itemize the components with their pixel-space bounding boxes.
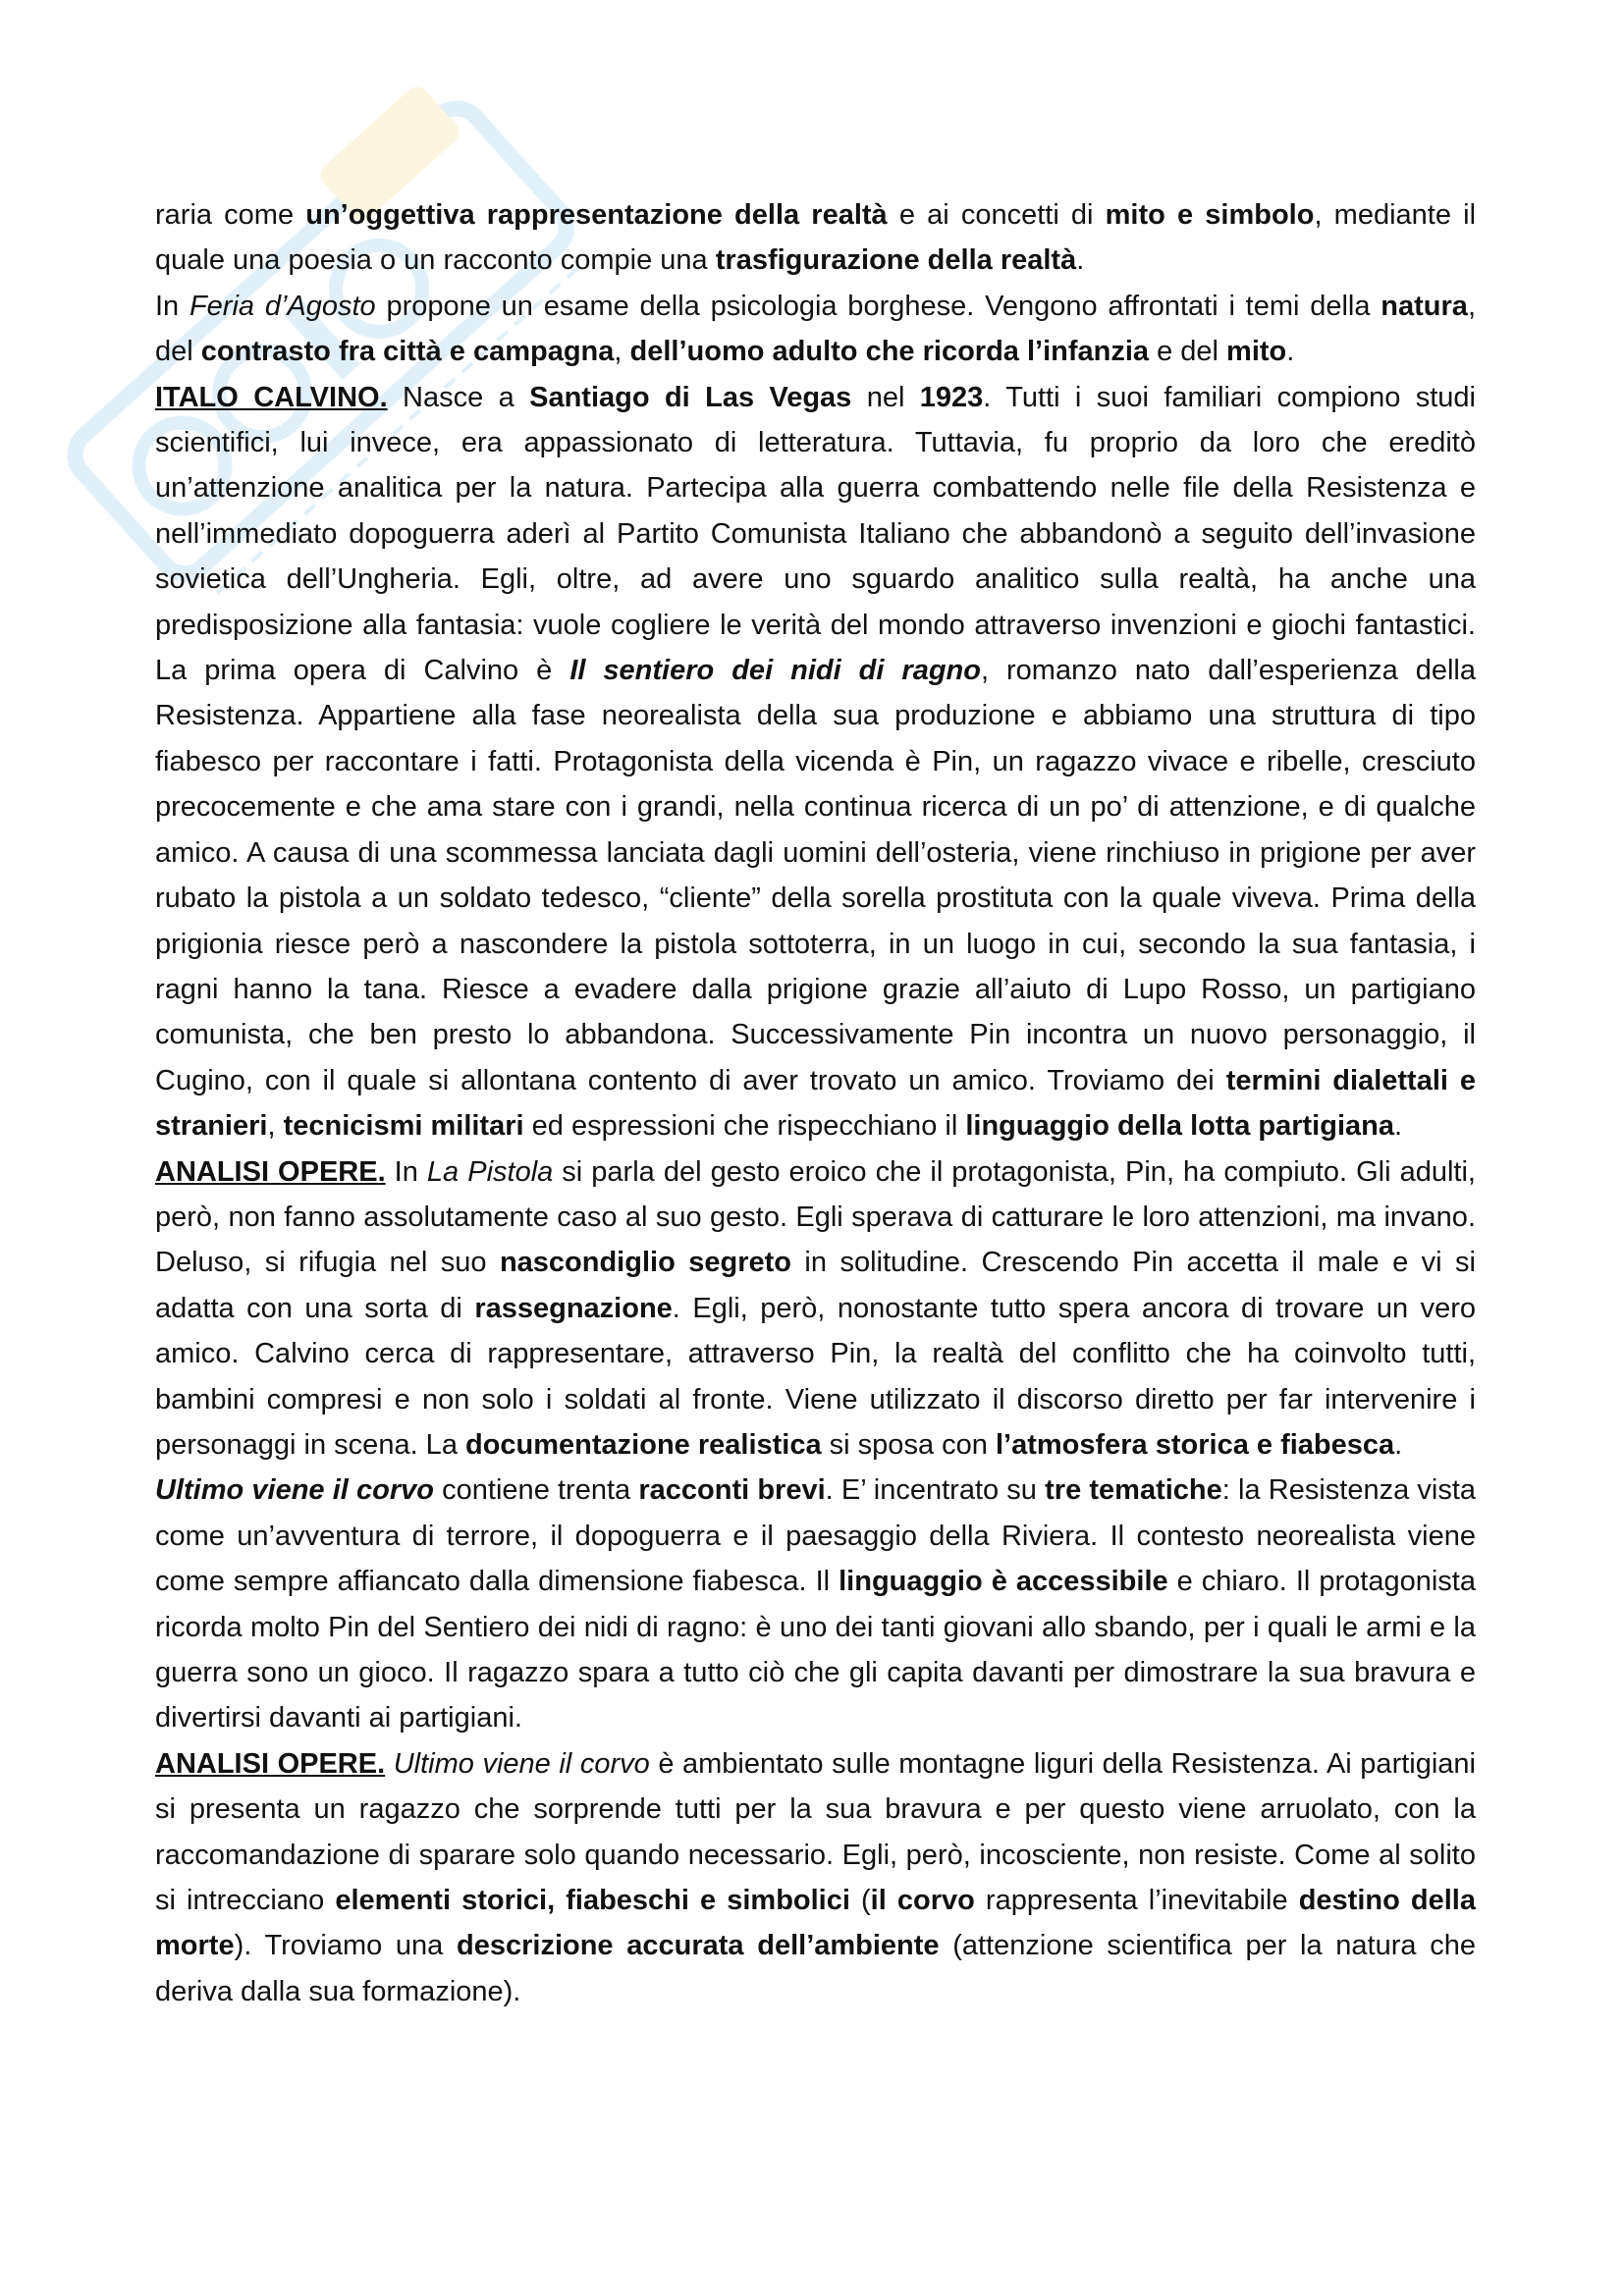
text-run: e del	[1149, 336, 1227, 368]
bold-term: natura	[1380, 290, 1468, 322]
paragraph-analisi-ultimo-corvo	[155, 1741, 1476, 2014]
document-body	[155, 192, 1476, 2014]
bold-term: racconti brevi	[638, 1474, 826, 1507]
text-run: in solitudine. Crescendo Pin accetta il male e vi si adatta con una sorta di	[155, 1247, 1476, 1324]
text-run: .	[1076, 244, 1085, 277]
text-run: ,	[267, 1110, 284, 1143]
work-title: La Pistola	[426, 1155, 554, 1188]
paragraph-pavese-realism	[155, 192, 1476, 284]
bold-term: tecnicismi militari	[283, 1110, 524, 1143]
paragraph-italo-calvino	[155, 375, 1476, 1149]
work-title: Ultimo viene il corvo	[393, 1747, 650, 1780]
section-heading-analisi-opere: ANALISI OPERE.	[155, 1155, 386, 1188]
text-run: nel	[851, 381, 920, 413]
work-title: Il sentiero dei nidi di ragno	[569, 655, 981, 687]
text-run: Nasce a	[387, 381, 530, 413]
text-run: e ai concetti di	[887, 199, 1106, 231]
bold-term: dell’uomo adulto che ricorda l’infanzia	[629, 336, 1150, 368]
text-run: propone un esame della psicologia borghese. Vengono affrontati i temi della	[375, 290, 1381, 322]
text-run	[385, 1748, 394, 1780]
bold-term: Santiago di Las Vegas	[529, 381, 852, 413]
paragraph-ultimo-viene-il-corvo	[155, 1468, 1476, 1740]
text-run: , romanzo nato dall’esperienza della Resistenza. Appartiene alla fase neorealista della sua produzione e abbiamo una struttura di tipo fiabesco per raccontare i fatti. Protagonista della vicenda è Pin, un ragazzo vivace e ribelle, cresciuto precocemente e che ama stare con i grandi, nella continua ricerca di un po’ di attenzione, e di qualche amico. A causa di una scommessa lanciata dagli uomini dell’osteria, viene rinchiuso in prigione per aver rubato la pistola a un soldato tedesco, “cliente” della sorella prostituta con la quale viveva. Prima della prigionia riesce però a nascondere la pistola sottoterra, in un luogo in cui, secondo la sua fantasia, i ragni hanno la tana. Riesce a evadere dalla prigione grazie all’aiuto di Lupo Rosso, un partigiano comunista, che ben presto lo abbandona. Successivamente Pin incontra un nuovo personaggio, il Cugino, con il quale si allontana contento di aver trovato un amico. Troviamo dei	[155, 655, 1476, 1096]
text-run: contiene trenta	[434, 1474, 639, 1507]
text-run: In	[155, 290, 189, 322]
work-title: Feria d’Agosto	[189, 290, 376, 322]
bold-term: il corvo	[870, 1885, 975, 1917]
text-run: rappresenta l’inevitabile	[974, 1885, 1299, 1917]
bold-term: nascondiglio segreto	[499, 1247, 791, 1279]
bold-term: l’atmosfera storica e fiabesca	[995, 1428, 1395, 1461]
text-run: .	[1394, 1428, 1403, 1461]
text-run: .	[1286, 336, 1295, 368]
text-run: . Egli, però, nonostante tutto spera ancora di trovare un vero amico. Calvino cerca di rappresentare, attraverso Pin, la realtà del conflitto che ha coinvolto tutti, bambini compresi e non solo i soldati al fronte. Viene utilizzato il discorso diretto per far intervenire i personaggi in scena. La	[155, 1292, 1476, 1461]
text-run: , mediante il quale una poesia o un racconto compie una	[155, 199, 1477, 277]
text-run: si parla del gesto eroico che il protagonista, Pin, ha compiuto. Gli adulti, però, non fanno assolutamente caso al suo gesto. Egli sperava di catturare le loro attenzioni, ma invano. Deluso, si rifugia nel suo	[155, 1155, 1476, 1279]
bold-term: trasfigurazione della realtà	[715, 244, 1077, 277]
bold-term: descrizione accurata dell’ambiente	[457, 1930, 940, 1962]
bold-term: un’oggettiva rappresentazione della realtà	[305, 199, 888, 231]
bold-term: destino della morte	[155, 1885, 1476, 1962]
bold-term: linguaggio della lotta partigiana	[965, 1110, 1394, 1143]
text-run: (	[849, 1885, 871, 1917]
text-run: e chiaro. Il protagonista ricorda molto Pin del Sentiero dei nidi di ragno: è uno dei tanti giovani allo sbando, per i quali le armi e la guerra sono un gioco. Il ragazzo spara a tutto ciò che gli capita davanti per dimostrare la sua bravura e divertirsi davanti ai partigiani.	[155, 1566, 1476, 1735]
text-run: : la Resistenza vista come un’avventura di terrore, il dopoguerra e il paesaggio della Riviera. Il contesto neorealista viene come sempre affiancato dalla dimensione fiabesca. Il	[155, 1474, 1477, 1598]
bold-term: mito e simbolo	[1105, 199, 1315, 231]
text-run: In	[385, 1155, 427, 1188]
text-run: ed espressioni che rispecchiano il	[523, 1110, 966, 1143]
bold-term: contrasto fra città e campagna	[200, 336, 615, 368]
text-run: . Tutti i suoi familiari compiono studi scientifici, lui invece, era appassionato di letteratura. Tuttavia, fu proprio da loro che ereditò un’attenzione analitica per la natura. Partecipa alla guerra combattendo nelle file della Resistenza e nell’immediato dopoguerra aderì al Partito Comunista Italiano che abbandonò a seguito dell’invasione sovietica dell’Ungheria. Egli, oltre, ad avere uno sguardo analitico sulla realtà, ha anche una predisposizione alla fantasia: vuole cogliere le verità del mondo attraverso invenzioni e giochi fantastici. La prima opera di Calvino è	[155, 381, 1476, 687]
bold-term: rassegnazione	[474, 1292, 673, 1324]
bold-term: elementi storici, fiabeschi e simbolici	[335, 1885, 850, 1917]
section-heading-analisi-opere: ANALISI OPERE.	[155, 1747, 386, 1780]
text-run: (attenzione scientifica per la natura che deriva dalla sua formazione).	[155, 1930, 1476, 2007]
bold-term: tre tematiche	[1045, 1474, 1222, 1507]
paragraph-feria-agosto	[155, 284, 1476, 375]
paragraph-analisi-la-pistola	[155, 1149, 1476, 1468]
text-run: . E’ incentrato su	[825, 1474, 1046, 1507]
text-run: raria come	[155, 199, 306, 231]
text-run: , del	[155, 290, 1476, 368]
text-run: ). Troviamo una	[234, 1930, 457, 1962]
bold-term: 1923	[919, 381, 984, 413]
bold-term: mito	[1226, 336, 1287, 368]
text-run: ,	[614, 336, 630, 368]
text-run: si sposa con	[821, 1428, 996, 1461]
bold-term: linguaggio è accessibile	[839, 1566, 1168, 1598]
bold-term: termini dialettali e stranieri	[155, 1064, 1476, 1143]
section-heading-italo-calvino: ITALO CALVINO.	[155, 381, 388, 413]
bold-term: documentazione realistica	[465, 1428, 822, 1461]
work-title: Ultimo viene il corvo	[155, 1474, 434, 1507]
text-run: .	[1393, 1110, 1403, 1143]
text-run: è ambientato sulle montagne liguri della Resistenza. Ai partigiani si presenta un ragazzo che sorprende tutti per la sua bravura e per questo viene arruolato, con la raccomandazione di sparare solo quando necessario. Egli, però, incosciente, non resiste. Come al solito si intrecciano	[155, 1747, 1476, 1917]
